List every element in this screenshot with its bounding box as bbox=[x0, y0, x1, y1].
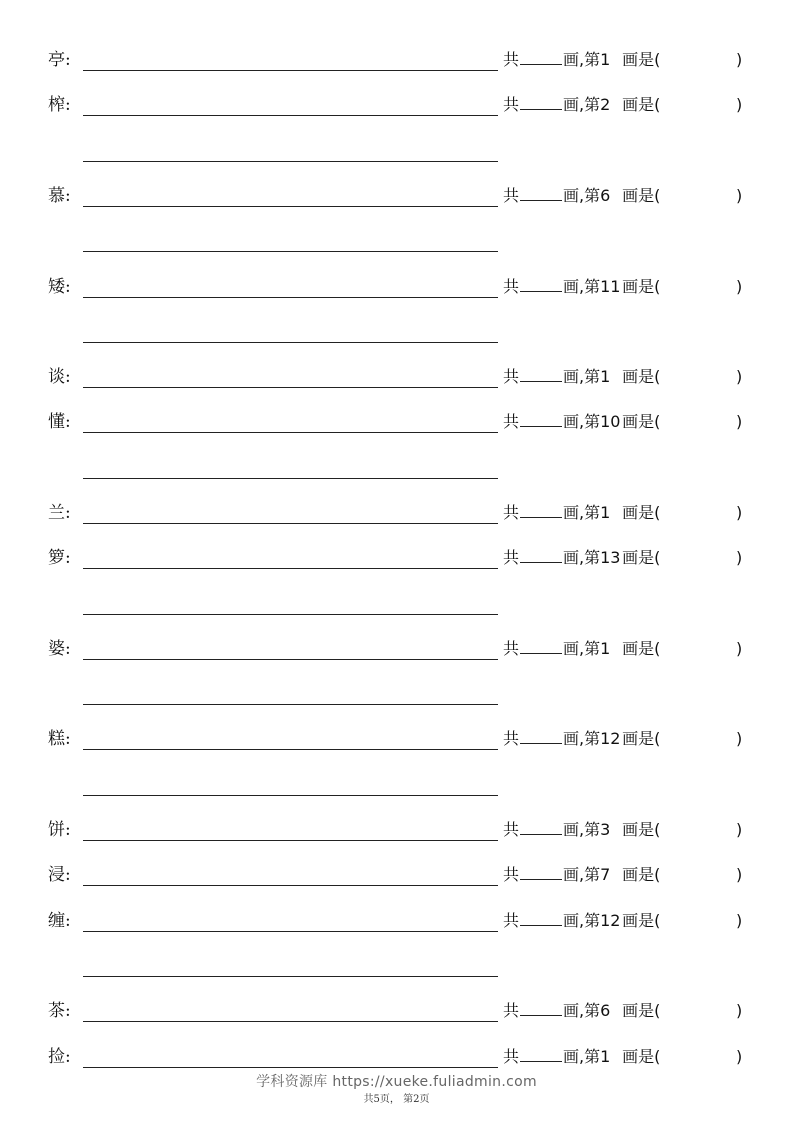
target-character: 缠: bbox=[48, 911, 71, 931]
footer-page-count: 共5页， 第2页 bbox=[363, 1094, 430, 1105]
stroke-index: 1 bbox=[600, 50, 611, 69]
answer-line-continuation[interactable] bbox=[83, 614, 498, 615]
stroke-index: 12 bbox=[600, 729, 621, 748]
char-row bbox=[0, 862, 793, 892]
answer-line-continuation[interactable] bbox=[83, 976, 498, 977]
stroke-index: 13 bbox=[600, 548, 621, 567]
stroke-index: 1 bbox=[600, 367, 611, 386]
target-character: 亭: bbox=[48, 50, 71, 70]
stroke-count-blank[interactable] bbox=[520, 548, 562, 563]
stroke-question: 共 画,第1 画是( ) bbox=[503, 503, 743, 522]
answer-paren-close: ) bbox=[736, 1047, 743, 1066]
answer-line[interactable] bbox=[83, 387, 498, 388]
stroke-count-blank[interactable] bbox=[520, 820, 562, 835]
answer-paren-close: ) bbox=[736, 503, 743, 522]
target-character: 饼: bbox=[48, 820, 71, 840]
stroke-count-blank[interactable] bbox=[520, 50, 562, 65]
answer-paren-close: ) bbox=[736, 277, 743, 296]
stroke-question: 共 画,第1 画是( ) bbox=[503, 50, 743, 69]
stroke-index: 1 bbox=[600, 639, 611, 658]
answer-paren-close: ) bbox=[736, 911, 743, 930]
answer-line[interactable] bbox=[83, 206, 498, 207]
target-character: 婆: bbox=[48, 639, 71, 659]
stroke-question: 共 画,第1 画是( ) bbox=[503, 367, 743, 386]
stroke-count-blank[interactable] bbox=[520, 865, 562, 880]
target-character: 捡: bbox=[48, 1047, 71, 1067]
stroke-question: 共 画,第3 画是( ) bbox=[503, 820, 743, 839]
stroke-index: 1 bbox=[600, 1047, 611, 1066]
stroke-count-blank[interactable] bbox=[520, 503, 562, 518]
stroke-question: 共 画,第1 画是( ) bbox=[503, 1047, 743, 1066]
stroke-count-blank[interactable] bbox=[520, 729, 562, 744]
answer-line[interactable] bbox=[83, 749, 498, 750]
stroke-question: 共 画,第1 画是( ) bbox=[503, 639, 743, 658]
stroke-count-blank[interactable] bbox=[520, 95, 562, 110]
stroke-index: 10 bbox=[600, 412, 621, 431]
answer-line[interactable] bbox=[83, 297, 498, 298]
stroke-question: 共 画,第7 画是( ) bbox=[503, 865, 743, 884]
char-row bbox=[0, 1044, 793, 1074]
stroke-count-blank[interactable] bbox=[520, 911, 562, 926]
char-row bbox=[0, 545, 793, 575]
char-row bbox=[0, 274, 793, 304]
answer-paren-close: ) bbox=[736, 186, 743, 205]
answer-paren-close: ) bbox=[736, 865, 743, 884]
answer-line[interactable] bbox=[83, 931, 498, 932]
answer-line[interactable] bbox=[83, 432, 498, 433]
stroke-count-blank[interactable] bbox=[520, 277, 562, 292]
char-row bbox=[0, 636, 793, 666]
answer-line-continuation[interactable] bbox=[83, 704, 498, 705]
stroke-count-blank[interactable] bbox=[520, 1001, 562, 1016]
char-row bbox=[0, 92, 793, 122]
answer-line-continuation[interactable] bbox=[83, 478, 498, 479]
stroke-index: 7 bbox=[600, 865, 611, 884]
stroke-question: 共 画,第10 画是( ) bbox=[503, 412, 743, 431]
stroke-index: 6 bbox=[600, 186, 611, 205]
answer-line[interactable] bbox=[83, 70, 498, 71]
char-row bbox=[0, 500, 793, 530]
answer-line-continuation[interactable] bbox=[83, 161, 498, 162]
stroke-question: 共 画,第6 画是( ) bbox=[503, 1001, 743, 1020]
answer-line-continuation[interactable] bbox=[83, 795, 498, 796]
stroke-question: 共 画,第12 画是( ) bbox=[503, 911, 743, 930]
answer-line[interactable] bbox=[83, 523, 498, 524]
stroke-index: 1 bbox=[600, 503, 611, 522]
answer-line-continuation[interactable] bbox=[83, 342, 498, 343]
target-character: 矮: bbox=[48, 277, 71, 297]
answer-paren-close: ) bbox=[736, 412, 743, 431]
target-character: 茶: bbox=[48, 1001, 71, 1021]
char-row bbox=[0, 409, 793, 439]
answer-line[interactable] bbox=[83, 568, 498, 569]
answer-paren-close: ) bbox=[736, 1001, 743, 1020]
answer-paren-close: ) bbox=[736, 548, 743, 567]
answer-line-continuation[interactable] bbox=[83, 251, 498, 252]
answer-line[interactable] bbox=[83, 1021, 498, 1022]
char-row bbox=[0, 726, 793, 756]
char-row bbox=[0, 364, 793, 394]
stroke-count-blank[interactable] bbox=[520, 186, 562, 201]
target-character: 榨: bbox=[48, 95, 71, 115]
answer-paren-close: ) bbox=[736, 729, 743, 748]
char-row bbox=[0, 183, 793, 213]
answer-paren-close: ) bbox=[736, 820, 743, 839]
stroke-question: 共 画,第6 画是( ) bbox=[503, 186, 743, 205]
stroke-question: 共 画,第11 画是( ) bbox=[503, 277, 743, 296]
answer-paren-close: ) bbox=[736, 50, 743, 69]
answer-paren-close: ) bbox=[736, 639, 743, 658]
stroke-index: 3 bbox=[600, 820, 611, 839]
char-row bbox=[0, 47, 793, 77]
answer-line[interactable] bbox=[83, 115, 498, 116]
target-character: 谈: bbox=[48, 367, 71, 387]
target-character: 慕: bbox=[48, 186, 71, 206]
footer-site: 学科资源库 https://xueke.fuliadmin.com bbox=[256, 1074, 537, 1090]
target-character: 糕: bbox=[48, 729, 71, 749]
stroke-question: 共 画,第12 画是( ) bbox=[503, 729, 743, 748]
stroke-count-blank[interactable] bbox=[520, 1047, 562, 1062]
stroke-count-blank[interactable] bbox=[520, 367, 562, 382]
stroke-index: 11 bbox=[600, 277, 621, 296]
answer-paren-close: ) bbox=[736, 95, 743, 114]
char-row bbox=[0, 817, 793, 847]
target-character: 浸: bbox=[48, 865, 71, 885]
stroke-index: 2 bbox=[600, 95, 611, 114]
answer-line[interactable] bbox=[83, 885, 498, 886]
stroke-index: 6 bbox=[600, 1001, 611, 1020]
target-character: 兰: bbox=[48, 503, 71, 523]
char-row bbox=[0, 908, 793, 938]
char-row bbox=[0, 998, 793, 1028]
answer-line[interactable] bbox=[83, 1067, 498, 1068]
stroke-count-blank[interactable] bbox=[520, 639, 562, 654]
stroke-question: 共 画,第2 画是( ) bbox=[503, 95, 743, 114]
answer-line[interactable] bbox=[83, 659, 498, 660]
stroke-count-blank[interactable] bbox=[520, 412, 562, 427]
stroke-question: 共 画,第13 画是( ) bbox=[503, 548, 743, 567]
answer-paren-close: ) bbox=[736, 367, 743, 386]
target-character: 懂: bbox=[48, 412, 71, 432]
target-character: 箩: bbox=[48, 548, 71, 568]
stroke-index: 12 bbox=[600, 911, 621, 930]
answer-line[interactable] bbox=[83, 840, 498, 841]
